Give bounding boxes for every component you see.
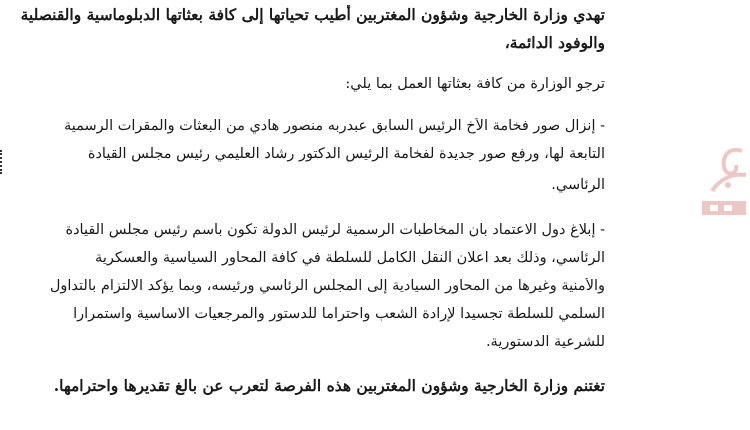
watermark-logo	[672, 145, 750, 225]
item2-line-1: - إبلاغ دول الاعتماد بان المخاطبات الرسمية لرئيس الدولة تكون باسم رئيس مجلس القيادة	[65, 222, 605, 238]
item1-line-1: - إنزال صور فخامة الأخ الرئيس السابق عبدربه منصور هادي من البعثات والمقرات الرسمية	[63, 118, 605, 134]
item2-line-5: للشرعية الدستورية.	[485, 334, 605, 350]
item2-line-3: والأمنية وغيرها من المحاور السيادية إلى المجلس الرئاسي ورئيسه، وبما يؤكد الالتزام بالتداول	[49, 278, 605, 294]
item2-line-4: السلمي للسلطة تجسيدا لإرادة الشعب واحتراما للدستور والمرجعيات الاساسية واستمرارا	[73, 306, 605, 322]
item1-line-3: الرئاسي.	[551, 177, 605, 193]
closing-line: تغتنم وزارة الخارجية وشؤون المغتربين هذه الفرصة لتعرب عن بالغ تقديرها واحترامها.	[53, 376, 605, 395]
item2-line-2: الرئاسي، وذلك بعد اعلان النقل الكامل للسلطة في كافة المحاور السياسية والعسكرية	[95, 250, 605, 266]
intro-line-1: تهدي وزارة الخارجية وشؤون المغتربين أطيب تحياتها إلى كافة بعثاتها الدبلوماسية والقنصلية	[20, 5, 605, 24]
intro-line-2: والوفود الدائمة،	[504, 33, 605, 52]
request-line: ترجو الوزارة من كافة بعثاتها العمل بما يلي:	[345, 76, 605, 92]
item1-line-2: التابعة لها، ورفع صور جديدة لفخامة الرئيس الدكتور رشاد العليمي رئيس مجلس القيادة	[87, 146, 605, 162]
